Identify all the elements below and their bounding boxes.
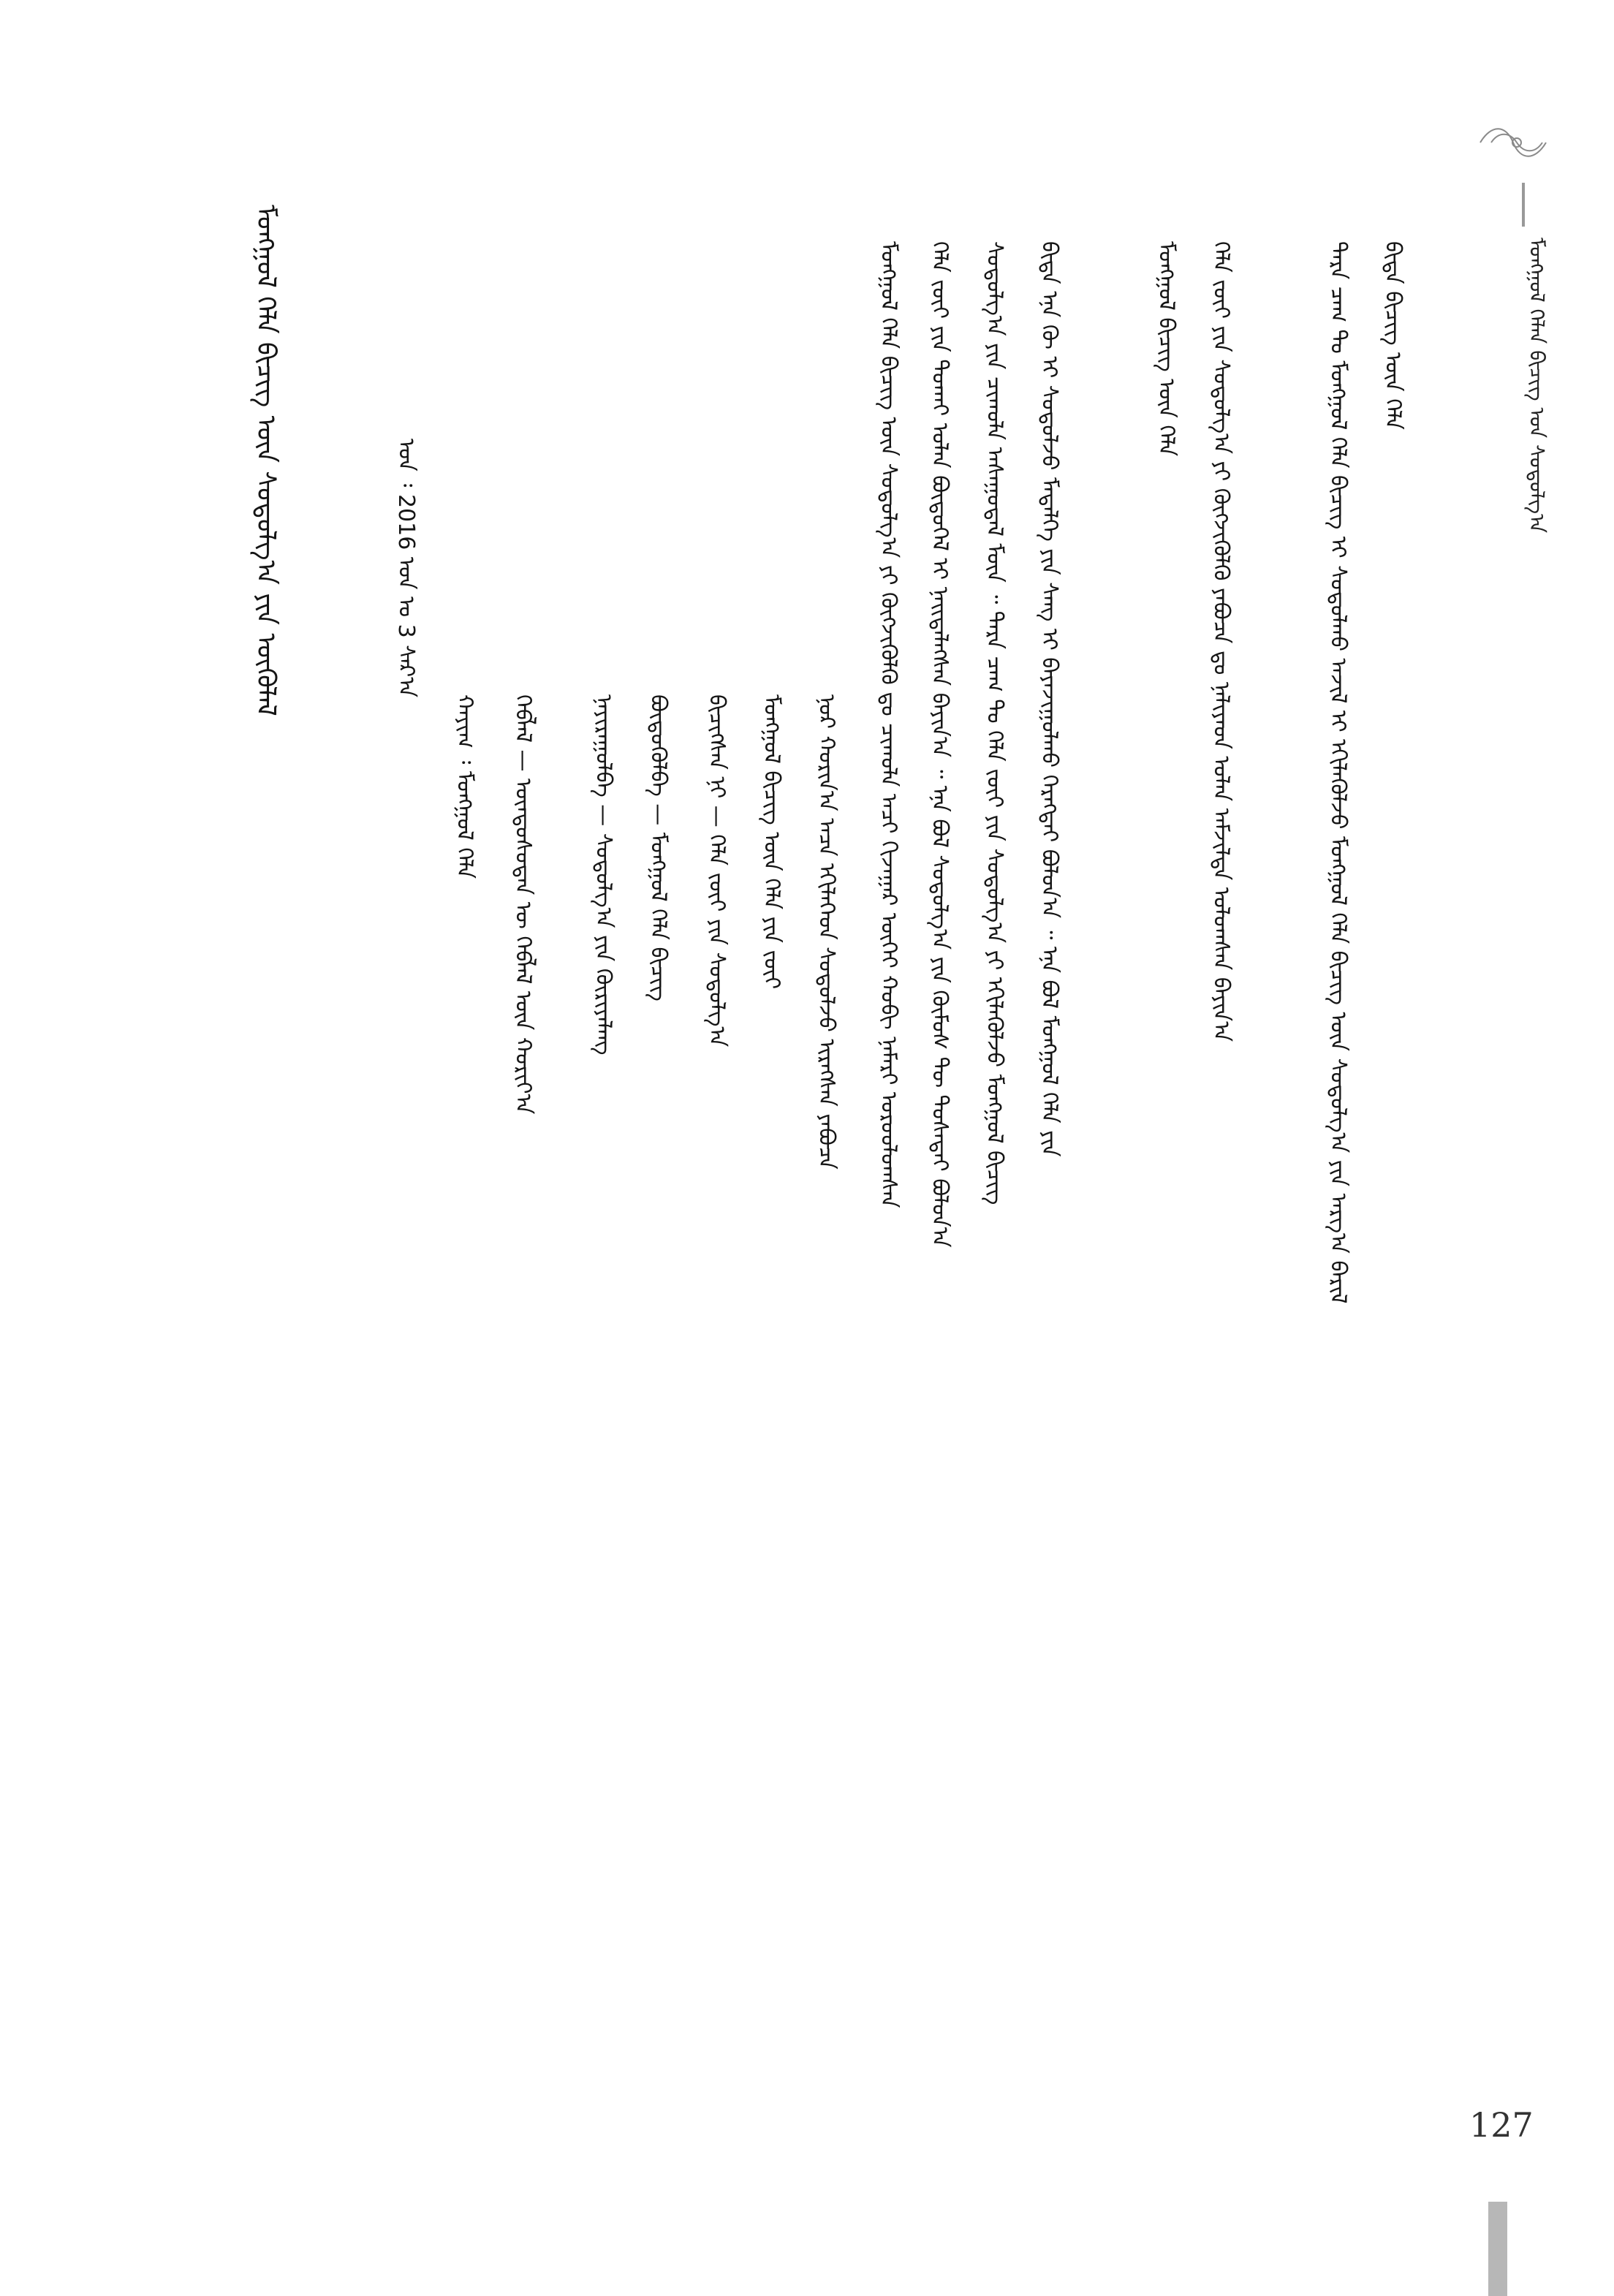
text-column: ᠲᠡᠷᠡ ᠴᠠᠭ ᠲᠤ ᠮᠣᠩᠭᠣᠯ ᠬᠡᠯᠡ ᠪᠢᠴᠢᠭ ᠢ ᠰᠤᠳᠤᠯᠬᠤ ᠠᠵᠢᠯ ᠢ ᠡᠬᠢᠯᠡᠭᠦᠯᠵᠦ ᠮᠣᠩᠭᠣᠯ ᠬᠡᠯᠡ ᠪᠢᠴᠢᠭ ᠦᠨ ᠰᠤᠳᠤᠯᠭ᠎ᠠ ᠶᠢᠨ ᠠᠷᠭ᠎ᠠ ᠪᠠᠷᠢᠯ (1325, 241, 1351, 1304)
text-column: ᠪᠢᠳᠡ ᠡᠨᠡ ᠬᠦ ᠢ ᠰᠤᠳᠤᠯᠵᠤ ᠮᠡᠳᠡᠯᠭᠡ ᠶᠢᠨ ᠰᠠᠩ ᠢ ᠪᠠᠶᠠᠵᠢᠭᠤᠯᠬᠤ ᠬᠡᠷᠡᠭᠲᠡᠢ ᠪᠣᠯᠤᠨ᠎ᠠ ᠃ ᠡᠨᠡ ᠪᠣᠯ ᠮᠣᠩᠭᠣᠯ ᠬᠡᠯᠡ ᠶᠢᠨ (1037, 241, 1062, 1157)
text-column: ᠪᠢᠳᠡ ᠪᠢᠴᠢᠭ᠌ ᠦᠨ ᠬᠡᠯᠡ (1380, 241, 1406, 430)
ornament-icon (1477, 121, 1557, 164)
text-column: ᠰᠤᠳᠤᠯᠭ᠎ᠠ ᠶᠢᠨ ᠴᠢᠬᠤᠯᠠ ᠠᠰᠠᠭᠤᠳᠠᠯ ᠮᠥᠨ ᠃ ᠲᠡᠷᠡ ᠴᠠᠭ ᠲᠤ ᠬᠡᠯᠡ ᠵᠦᠢ ᠶᠢᠨ ᠰᠤᠳᠤᠯᠭ᠎ᠠ ᠶᠢ ᠡᠬᠢᠯᠡᠭᠦᠯᠵᠦ ᠮᠣᠩᠭᠣᠯ ᠪᠢᠴᠢᠭ (982, 241, 1007, 1205)
text-column: ᠮᠣᠩᠭᠣᠯ ᠪᠢᠴᠢᠭ᠌ ᠦᠨ ᠬᠡᠯᠡ (1153, 241, 1179, 457)
text-column: ᠬᠡᠯᠡ ᠵᠦᠢ ᠶᠢᠨ ᠲᠤᠬᠠᠢ ᠣᠯᠠᠨ ᠪᠦᠲᠦᠭᠡᠯ ᠢ ᠨᠡᠢᠲᠡᠯᠡᠭᠰᠡᠨ ᠪᠠᠶᠢᠨ᠎ᠠ ᠃ ᠡᠨᠡ ᠪᠣᠯ ᠰᠤᠳᠤᠯᠭ᠎ᠠ ᠶᠢᠨ ᠬᠦᠮᠦᠰ ᠲᠦ ᠲᠤᠰᠠᠲᠠᠢ ᠪᠣᠯᠤᠨ᠎ᠠ (927, 241, 952, 1248)
text-column: ᠣᠨ ᠄ 2016 ᠣᠨ ᠤ 3 ᠰᠠᠷ᠎ᠠ (393, 439, 419, 698)
text-column: ᠨᠤᠷ ᠬᠣᠷᠢᠨ᠎ᠠ ᠠᠴᠠ ᠡᠬᠢᠯᠡᠭᠡᠳ ᠰᠤᠳᠤᠯᠵᠤ ᠢᠷᠡᠭᠰᠡᠨ ᠶᠠᠪᠤᠴᠠ (814, 694, 839, 1170)
running-header: ᠮᠣᠩᠭᠣᠯ ᠬᠡᠯᠡᠨ ᠪᠢᠴᠢᠭ᠌ ᠤᠨ ᠰᠣᠳᠤᠯᠭ᠎ᠠ (1525, 238, 1549, 534)
text-column: ᠮᠣᠩᠭᠣᠯ ᠪᠢᠴᠢᠭ ᠦᠨ ᠬᠡᠯᠡ ᠶᠢᠨ ᠵᠦᠢ (759, 694, 784, 990)
text-column: ᠮᠣᠩᠭᠣᠯ ᠬᠡᠯᠡ ᠪᠢᠴᠢᠭ ᠦᠨ ᠰᠤᠳᠤᠯᠭ᠎ᠠ ᠶᠢ ᠬᠦᠭᠵᠢᠭᠦᠯᠬᠦ ᠳᠤ ᠴᠢᠬᠤᠯᠠ ᠠᠴᠢ ᠬᠢᠵᠠᠭᠠᠷ ᠦᠭᠡᠢ ᠬᠤᠪᠢ ᠨᠡᠮᠡᠷᠢ ᠣᠷᠤᠤᠯᠤᠭᠰᠠᠨ (876, 241, 901, 1208)
text-column: ᠬᠡᠯᠡ ᠵᠦᠢ ᠶᠢᠨ ᠰᠤᠳᠤᠯᠭ᠎ᠠ ᠶᠢ ᠬᠦᠭᠵᠢᠭᠦᠯᠬᠦ ᠶᠠᠪᠤᠴᠠ ᠳᠤ ᠨᠡᠯᠢᠶᠡᠳ ᠤᠯᠠᠨ ᠠᠮᠵᠢᠯᠲᠠ ᠤᠯᠤᠭᠰᠠᠨ ᠪᠠᠶᠢᠨ᠎ᠠ (1208, 241, 1234, 1042)
header-rule (1522, 183, 1525, 227)
text-column: ᠬᠡᠪᠯᠡᠯ — ᠦᠨᠳᠦᠰᠦᠲᠡᠨ ᠦ ᠬᠡᠪᠯᠡᠯ ᠦᠨ ᠬᠣᠷᠢᠶ᠎ᠠ (510, 694, 536, 1115)
text-column: ᠮᠣᠩᠭᠣᠯ ᠬᠡᠯᠡ ᠪᠢᠴᠢᠭ ᠦᠨ ᠰᠤᠳᠤᠯᠭ᠎ᠠ ᠶᠢᠨ ᠦᠭᠦᠯᠡᠯ (251, 205, 281, 716)
side-bar (1488, 2202, 1507, 2296)
page-number: 127 (1469, 2105, 1534, 2145)
text-column: ᠬᠠᠶᠢᠭ ᠄ ᠮᠣᠩᠭᠣᠯ ᠬᠡᠯᠡ (452, 694, 477, 879)
text-column: ᠪᠦᠳᠦᠭᠦᠯᠪᠡ — ᠮᠣᠩᠭᠣᠯ ᠬᠡᠯᠡ ᠪᠢᠴᠢᠭ (645, 694, 671, 1001)
text-column: ᠨᠠᠶᠢᠷᠠᠭᠤᠯᠪᠠ — ᠰᠤᠳᠤᠯᠭ᠎ᠠ ᠶᠢᠨ ᠬᠦᠷᠢᠶᠡᠯᠡᠩ (591, 694, 616, 1056)
text-column: ᠪᠢᠴᠢᠭᠰᠡᠨ ᠨᠢ — ᠬᠡᠯᠡ ᠵᠦᠢ ᠶᠢᠨ ᠰᠤᠳᠤᠯᠭ᠎ᠠ (704, 694, 730, 1047)
